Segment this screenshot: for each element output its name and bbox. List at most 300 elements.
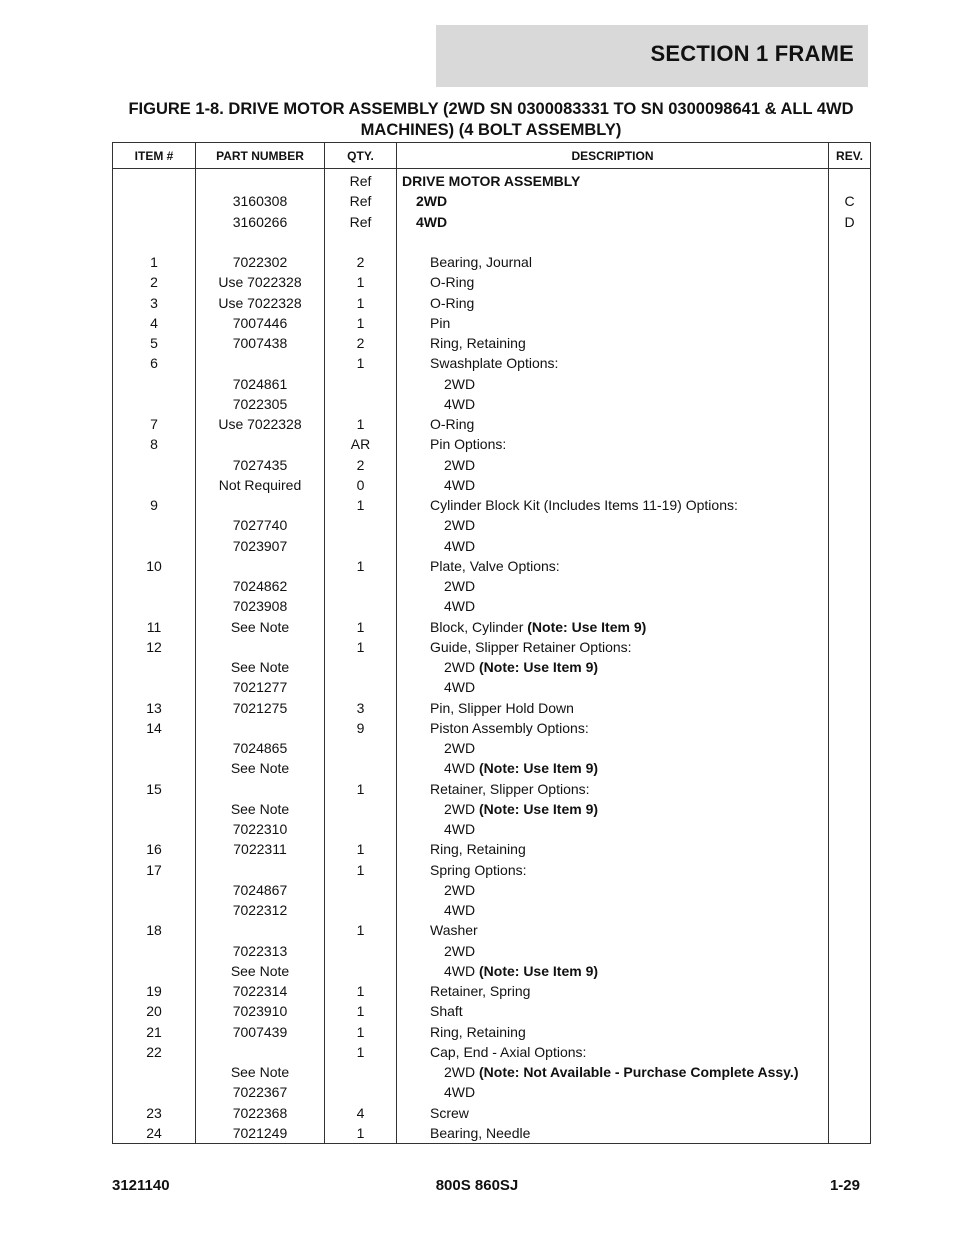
quantity-cell: 1 (325, 353, 397, 373)
quantity-cell: 1 (325, 1001, 397, 1021)
description-text: Bearing, Needle (430, 1124, 531, 1141)
description-text: Pin (430, 314, 451, 331)
description-cell (397, 495, 829, 515)
description-cell (397, 536, 829, 556)
item-number-cell: 4 (113, 313, 196, 333)
item-number-cell (113, 515, 196, 535)
figure-title-line-2: MACHINES) (4 BOLT ASSEMBLY) (360, 121, 622, 139)
part-number-cell: 7022313 (196, 941, 325, 961)
item-number-cell (113, 576, 196, 596)
revision-cell (829, 252, 871, 272)
revision-cell (829, 272, 871, 292)
revision-cell (829, 455, 871, 475)
description-cell (397, 455, 829, 475)
description-cell (397, 1062, 829, 1082)
column-header-qty: QTY. (325, 143, 397, 169)
item-number-cell: 21 (113, 1022, 196, 1042)
item-number-cell (113, 758, 196, 778)
quantity-cell: 1 (325, 1123, 397, 1144)
quantity-cell: 1 (325, 860, 397, 880)
quantity-cell: 1 (325, 920, 397, 940)
description-text: Ring, Retaining (430, 335, 526, 352)
part-number-cell (196, 434, 325, 454)
item-number-cell: 2 (113, 272, 196, 292)
table-row (113, 677, 871, 697)
quantity-cell: 1 (325, 779, 397, 799)
description-text: O-Ring (430, 416, 475, 433)
item-number-cell: 17 (113, 860, 196, 880)
description-text: 2WD (444, 942, 476, 959)
part-number-cell: See Note (196, 799, 325, 819)
description-text: Plate, Valve Options: (430, 557, 560, 574)
description-text: 2WD (416, 193, 448, 210)
part-number-cell: 7024862 (196, 576, 325, 596)
part-number-cell: 7007439 (196, 1022, 325, 1042)
revision-cell (829, 1062, 871, 1082)
footer-model: 800S 860SJ (435, 1177, 519, 1194)
part-number-cell (196, 718, 325, 738)
figure-title-line-1: FIGURE 1-8. DRIVE MOTOR ASSEMBLY (2WD SN 0300083331 TO SN 0300098641 & ALL 4WD (128, 100, 854, 118)
revision-cell (829, 1103, 871, 1123)
table-row (113, 333, 871, 353)
quantity-cell: 3 (325, 698, 397, 718)
description-cell (397, 434, 829, 454)
quantity-cell: 1 (325, 617, 397, 637)
table-row (113, 657, 871, 677)
table-row (113, 941, 871, 961)
description-cell (397, 677, 829, 697)
item-number-cell (113, 475, 196, 495)
description-cell (397, 191, 829, 211)
column-header-description: DESCRIPTION (397, 143, 829, 169)
quantity-cell: 1 (325, 272, 397, 292)
item-number-cell: 9 (113, 495, 196, 515)
item-number-cell: 14 (113, 718, 196, 738)
part-number-cell: See Note (196, 961, 325, 981)
quantity-cell: Ref (325, 191, 397, 211)
item-number-cell: 6 (113, 353, 196, 373)
description-cell (397, 169, 829, 192)
item-number-cell (113, 596, 196, 616)
item-number-cell (113, 657, 196, 677)
table-row (113, 434, 871, 454)
table-row (113, 515, 871, 535)
description-cell (397, 880, 829, 900)
item-number-cell (113, 394, 196, 414)
revision-cell (829, 839, 871, 859)
description-cell (397, 353, 829, 373)
description-text: 4WD (444, 598, 476, 615)
quantity-cell: 2 (325, 333, 397, 353)
item-number-cell: 11 (113, 617, 196, 637)
description-text: Cylinder Block Kit (Includes Items 11-19) Options: (430, 497, 738, 514)
revision-cell (829, 515, 871, 535)
quantity-cell (325, 880, 397, 900)
table-row (113, 981, 871, 1001)
description-cell (397, 1103, 829, 1123)
description-cell (397, 576, 829, 596)
description-cell (397, 718, 829, 738)
revision-cell (829, 1001, 871, 1021)
description-text: Guide, Slipper Retainer Options: (430, 638, 632, 655)
description-text: 4WD (444, 537, 476, 554)
revision-cell (829, 374, 871, 394)
description-cell (397, 981, 829, 1001)
item-number-cell (113, 455, 196, 475)
part-number-cell: 7021275 (196, 698, 325, 718)
description-cell (397, 313, 829, 333)
quantity-cell: 1 (325, 293, 397, 313)
part-number-cell: Use 7022328 (196, 414, 325, 434)
item-number-cell (113, 536, 196, 556)
revision-cell (829, 617, 871, 637)
table-row (113, 353, 871, 373)
part-number-cell (196, 556, 325, 576)
part-number-cell (196, 353, 325, 373)
description-cell (397, 333, 829, 353)
description-note: (Note: Not Available - Purchase Complete Assy.) (479, 1064, 799, 1081)
part-number-cell: 7022314 (196, 981, 325, 1001)
description-cell (397, 617, 829, 637)
item-number-cell: 23 (113, 1103, 196, 1123)
description-text: Ring, Retaining (430, 841, 526, 858)
table-row (113, 880, 871, 900)
part-number-cell: 7022310 (196, 819, 325, 839)
item-number-cell: 10 (113, 556, 196, 576)
quantity-cell (325, 536, 397, 556)
quantity-cell (325, 1082, 397, 1102)
table-row (113, 1001, 871, 1021)
part-number-cell: 7022368 (196, 1103, 325, 1123)
part-number-cell (196, 1042, 325, 1062)
description-cell (397, 556, 829, 576)
item-number-cell: 3 (113, 293, 196, 313)
description-cell (397, 293, 829, 313)
revision-cell (829, 293, 871, 313)
revision-cell (829, 333, 871, 353)
description-text: Screw (430, 1104, 469, 1121)
description-text: Spring Options: (430, 861, 527, 878)
description-text: 4WD (444, 902, 476, 919)
description-cell (397, 900, 829, 920)
description-text: Pin Options: (430, 436, 507, 453)
description-cell (397, 839, 829, 859)
part-number-cell: 7023910 (196, 1001, 325, 1021)
quantity-cell: AR (325, 434, 397, 454)
table-row (113, 779, 871, 799)
description-cell (397, 515, 829, 535)
table-header-row (113, 143, 871, 169)
table-row (113, 374, 871, 394)
revision-cell (829, 495, 871, 515)
item-number-cell (113, 799, 196, 819)
item-number-cell (113, 900, 196, 920)
description-cell (397, 475, 829, 495)
quantity-cell: 1 (325, 839, 397, 859)
quantity-cell (325, 576, 397, 596)
description-cell (397, 961, 829, 981)
revision-cell (829, 169, 871, 192)
description-cell (397, 1001, 829, 1021)
description-cell (397, 212, 829, 232)
description-note: (Note: Use Item 9) (479, 760, 599, 777)
revision-cell (829, 1123, 871, 1144)
table-row (113, 718, 871, 738)
quantity-cell (325, 657, 397, 677)
item-number-cell (113, 232, 196, 252)
quantity-cell: 1 (325, 414, 397, 434)
table-row (113, 394, 871, 414)
item-number-cell: 16 (113, 839, 196, 859)
table-row (113, 272, 871, 292)
part-number-cell: See Note (196, 657, 325, 677)
table-row (113, 536, 871, 556)
part-number-cell (196, 495, 325, 515)
parts-table (112, 142, 871, 1144)
quantity-cell: 1 (325, 313, 397, 333)
part-number-cell (196, 920, 325, 940)
description-text: Pin, Slipper Hold Down (430, 699, 574, 716)
table-row (113, 1082, 871, 1102)
description-text: 2WD (444, 578, 476, 595)
table-row (113, 758, 871, 778)
quantity-cell (325, 738, 397, 758)
revision-cell (829, 880, 871, 900)
table-row (113, 920, 871, 940)
description-cell (397, 1042, 829, 1062)
part-number-cell: 7022367 (196, 1082, 325, 1102)
table-row (113, 414, 871, 434)
table-row (113, 495, 871, 515)
revision-cell (829, 758, 871, 778)
quantity-cell (325, 900, 397, 920)
description-cell (397, 819, 829, 839)
quantity-cell: Ref (325, 212, 397, 232)
table-row (113, 1103, 871, 1123)
part-number-cell (196, 860, 325, 880)
item-number-cell: 7 (113, 414, 196, 434)
part-number-cell (196, 637, 325, 657)
table-row (113, 293, 871, 313)
description-text: Cap, End - Axial Options: (430, 1043, 587, 1060)
table-row (113, 961, 871, 981)
part-number-cell: Not Required (196, 475, 325, 495)
table-row (113, 839, 871, 859)
description-text: 4WD (444, 679, 476, 696)
description-text: 2WD (444, 881, 476, 898)
description-text: 2WD (444, 800, 479, 817)
table-row (113, 1042, 871, 1062)
item-number-cell (113, 191, 196, 211)
quantity-cell: 1 (325, 556, 397, 576)
part-number-cell: 7027435 (196, 455, 325, 475)
table-row (113, 799, 871, 819)
quantity-cell (325, 819, 397, 839)
revision-cell (829, 637, 871, 657)
section-header (436, 25, 868, 87)
table-row (113, 252, 871, 272)
table-row (113, 900, 871, 920)
description-text: 2WD (444, 456, 476, 473)
revision-cell (829, 556, 871, 576)
description-text: Washer (430, 922, 478, 939)
part-number-cell: 7024867 (196, 880, 325, 900)
description-text: 4WD (444, 821, 476, 838)
part-number-cell: 7022311 (196, 839, 325, 859)
table-row (113, 191, 871, 211)
description-text: 4WD (444, 476, 476, 493)
part-number-cell: 3160308 (196, 191, 325, 211)
description-cell (397, 374, 829, 394)
revision-cell (829, 961, 871, 981)
item-number-cell (113, 880, 196, 900)
description-cell (397, 698, 829, 718)
part-number-cell: Use 7022328 (196, 293, 325, 313)
table-row (113, 475, 871, 495)
description-text: 4WD (444, 760, 479, 777)
quantity-cell (325, 758, 397, 778)
description-text: Retainer, Spring (430, 983, 531, 1000)
quantity-cell (325, 374, 397, 394)
part-number-cell: 7022312 (196, 900, 325, 920)
part-number-cell (196, 232, 325, 252)
item-number-cell (113, 677, 196, 697)
part-number-cell: See Note (196, 1062, 325, 1082)
item-number-cell (113, 169, 196, 192)
revision-cell (829, 353, 871, 373)
description-text: 4WD (444, 1084, 476, 1101)
description-text: 2WD (444, 659, 479, 676)
item-number-cell: 13 (113, 698, 196, 718)
item-number-cell: 1 (113, 252, 196, 272)
revision-cell (829, 698, 871, 718)
description-cell (397, 414, 829, 434)
revision-cell (829, 981, 871, 1001)
quantity-cell (325, 1062, 397, 1082)
description-cell (397, 596, 829, 616)
table-row (113, 596, 871, 616)
quantity-cell (325, 961, 397, 981)
description-text: Swashplate Options: (430, 355, 559, 372)
revision-cell (829, 819, 871, 839)
quantity-cell (325, 232, 397, 252)
description-text: 4WD (444, 395, 476, 412)
item-number-cell: 19 (113, 981, 196, 1001)
table-row (113, 212, 871, 232)
description-cell (397, 1022, 829, 1042)
table-row (113, 1123, 871, 1144)
quantity-cell: Ref (325, 169, 397, 192)
revision-cell (829, 1042, 871, 1062)
revision-cell (829, 779, 871, 799)
description-text: Block, Cylinder (430, 618, 528, 635)
description-cell (397, 637, 829, 657)
figure-title (112, 99, 870, 141)
description-cell (397, 860, 829, 880)
description-text: DRIVE MOTOR ASSEMBLY (402, 173, 581, 190)
description-cell (397, 1082, 829, 1102)
quantity-cell: 1 (325, 637, 397, 657)
quantity-cell: 4 (325, 1103, 397, 1123)
table-row (113, 637, 871, 657)
part-number-cell: 7021249 (196, 1123, 325, 1144)
revision-cell (829, 232, 871, 252)
description-cell (397, 1123, 829, 1144)
part-number-cell: 7023907 (196, 536, 325, 556)
part-number-cell: Use 7022328 (196, 272, 325, 292)
revision-cell (829, 677, 871, 697)
footer-page-number: 1-29 (829, 1177, 860, 1194)
description-note: (Note: Use Item 9) (527, 618, 647, 635)
revision-cell (829, 576, 871, 596)
description-cell (397, 941, 829, 961)
quantity-cell: 2 (325, 252, 397, 272)
table-row (113, 556, 871, 576)
quantity-cell: 1 (325, 1042, 397, 1062)
revision-cell (829, 860, 871, 880)
item-number-cell: 5 (113, 333, 196, 353)
description-note: (Note: Use Item 9) (479, 659, 599, 676)
quantity-cell: 1 (325, 1022, 397, 1042)
quantity-cell (325, 677, 397, 697)
table-row (113, 576, 871, 596)
item-number-cell (113, 1062, 196, 1082)
part-number-cell: 7007438 (196, 333, 325, 353)
quantity-cell: 2 (325, 455, 397, 475)
part-number-cell (196, 779, 325, 799)
part-number-cell: 7022305 (196, 394, 325, 414)
item-number-cell (113, 819, 196, 839)
revision-cell (829, 799, 871, 819)
item-number-cell: 22 (113, 1042, 196, 1062)
description-note: (Note: Use Item 9) (479, 962, 599, 979)
revision-cell (829, 1022, 871, 1042)
part-number-cell: 7024865 (196, 738, 325, 758)
part-number-cell: 7021277 (196, 677, 325, 697)
section-title: SECTION 1 FRAME (650, 41, 854, 66)
description-note: (Note: Use Item 9) (479, 800, 599, 817)
description-text: 2WD (444, 375, 476, 392)
item-number-cell (113, 738, 196, 758)
item-number-cell (113, 941, 196, 961)
revision-cell: C (829, 191, 871, 211)
part-number-cell: 7022302 (196, 252, 325, 272)
item-number-cell (113, 212, 196, 232)
revision-cell (829, 434, 871, 454)
description-text: O-Ring (430, 294, 475, 311)
revision-cell (829, 414, 871, 434)
description-cell (397, 232, 829, 252)
item-number-cell (113, 1082, 196, 1102)
part-number-cell: 7027740 (196, 515, 325, 535)
part-number-cell: See Note (196, 617, 325, 637)
description-text: 4WD (444, 962, 479, 979)
description-text: Bearing, Journal (430, 254, 532, 271)
revision-cell (829, 657, 871, 677)
table-row (113, 169, 871, 192)
quantity-cell (325, 941, 397, 961)
quantity-cell (325, 515, 397, 535)
revision-cell (829, 475, 871, 495)
description-text: Piston Assembly Options: (430, 719, 589, 736)
description-cell (397, 758, 829, 778)
description-text: 2WD (444, 1064, 479, 1081)
description-cell (397, 738, 829, 758)
description-text: O-Ring (430, 274, 475, 291)
item-number-cell: 8 (113, 434, 196, 454)
table-row (113, 232, 871, 252)
part-number-cell: See Note (196, 758, 325, 778)
